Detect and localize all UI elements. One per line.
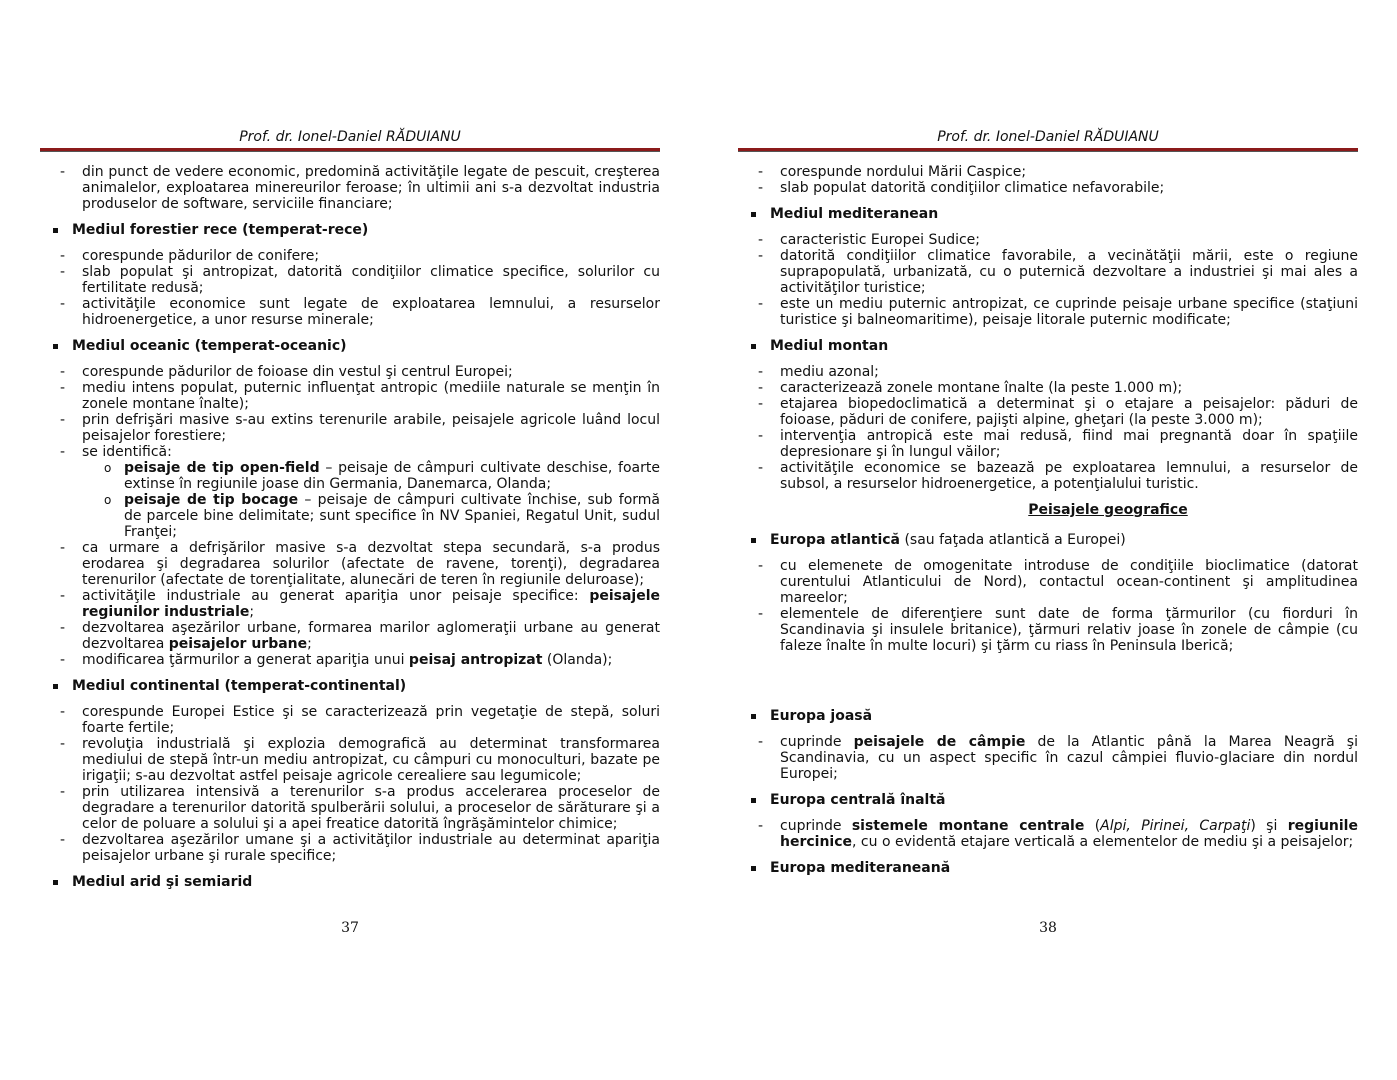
section-heading-mediteranean: Mediul mediteranean xyxy=(738,206,1358,222)
section-heading-atlantica xyxy=(738,532,1358,548)
bold-term: regiunile hercinice xyxy=(780,818,1358,850)
section-heading-arid: Mediul arid şi semiarid xyxy=(40,874,660,890)
continental-list xyxy=(40,704,660,864)
list-item: - elementele de diferenţiere sunt date de forma ţărmurilor (cu fiorduri în Scandinavia şi insulele britanice), ţărmuri relativ joase în zonele de câmpie (cu faleze înalte în multe locuri) şi ţărm cu riass în Peninsula Iberică; xyxy=(738,606,1358,654)
spacer xyxy=(738,654,1358,698)
oceanic-list xyxy=(40,364,660,668)
list-item: - ca urmare a defrişărilor masive s-a dezvoltat stepa secundară, s-a produs erodarea şi degradarea solurilor (afectate de ravene, torenţi), degradarea terenurilor (afectate de torenţialitate, alunecări de teren în regiunile deluroase); xyxy=(40,540,660,588)
list-item-end: ; xyxy=(307,636,312,652)
list-item-text: activităţile industriale au generat apariţia unor peisaje specifice: xyxy=(82,588,590,604)
intro-list xyxy=(40,164,660,212)
page-content xyxy=(40,164,660,900)
list-item: - caracteristic Europei Sudice; xyxy=(738,232,1358,248)
centrala-list xyxy=(738,818,1358,850)
joasa-list xyxy=(738,734,1358,782)
heading-bold: Europa atlantică xyxy=(770,532,900,548)
page-left xyxy=(40,0,660,1080)
bold-term: peisajelor urbane xyxy=(168,636,308,652)
paren-close: ) şi xyxy=(1250,818,1288,834)
list-item-text: cuprinde xyxy=(780,818,852,834)
section-heading-mediteraneana: Europa mediteraneană xyxy=(738,860,1358,876)
list-item: - prin utilizarea intensivă a terenurilor s-a produs accelerarea proceselor de degradare a terenurilor datorită spulberării solului, a proceselor de sărăturare şi a celor de poluare a solului şi a apei freatice datorită îngrăşămintelor chimice; xyxy=(40,784,660,832)
page-header-author: Prof. dr. Ionel-Daniel RĂDUIANU xyxy=(239,129,461,145)
list-item xyxy=(40,588,660,620)
heading-rest: (sau faţada atlantică a Europei) xyxy=(900,532,1126,548)
sub-item-text: – peisaje de câmpuri cultivate închise, sub formă de parcele bine delimitate; sunt specifice în NV Spaniei, Regatul Unit, sudul Franţei; xyxy=(124,492,660,540)
section-heading-forestier: Mediul forestier rece (temperat-rece) xyxy=(40,222,660,238)
list-item: - mediu intens populat, puternic influenţat antropic (mediile naturale se menţin în zonele montane înalte); xyxy=(40,380,660,412)
paren-open: ( xyxy=(1084,818,1101,834)
list-item xyxy=(738,734,1358,782)
list-item: - prin defrişări masive s-au extins terenurile arabile, peisajele agricole luând locul peisajelor forestiere; xyxy=(40,412,660,444)
list-item: - din punct de vedere economic, predomină activităţile legate de pescuit, creşterea animalelor, exploatarea minereurilor feroase; în ultimii ani s-a dezvoltat industria produselor de software, serviciile financiare; xyxy=(40,164,660,212)
list-item-text: dezvoltarea aşezărilor urbane, formarea marilor aglomeraţii urbane au generat dezvoltarea xyxy=(82,620,660,652)
page-number: 37 xyxy=(341,920,359,936)
list-item: - este un mediu puternic antropizat, ce cuprinde peisaje urbane specifice (staţiuni turistice şi balneomaritime), peisaje litorale puternic modificate; xyxy=(738,296,1358,328)
list-item: - corespunde pădurilor de conifere; xyxy=(40,248,660,264)
list-item: - slab populat şi antropizat, datorită condiţiilor climatice specifice, solurilor cu fertilitate redusă; xyxy=(40,264,660,296)
bold-term: peisajele de câmpie xyxy=(853,734,1026,750)
list-item: - datorită condiţiilor climatice favorabile, a vecinătăţii mării, este o regiune suprapopulată, urbanizată, cu o puternică dezvoltare a industriei şi mai ales a activităţilor turistice; xyxy=(738,248,1358,296)
sub-item-text: – peisaje de câmpuri cultivate deschise, foarte extinse în regiunile joase din Germania, Danemarca, Olanda; xyxy=(124,460,660,492)
section-heading-montan: Mediul montan xyxy=(738,338,1358,354)
atlantica-list xyxy=(738,558,1358,654)
sub-list xyxy=(82,460,660,540)
bold-term: peisajele regiunilor industriale xyxy=(82,588,660,620)
mediteranean-list xyxy=(738,232,1358,328)
list-item: - intervenţia antropică este mai redusă, fiind mai pregnantă doar în spaţiile depresionare şi în lungul văilor; xyxy=(738,428,1358,460)
bold-term: peisaje de tip bocage xyxy=(124,492,299,508)
section-heading-centrala: Europa centrală înaltă xyxy=(738,792,1358,808)
list-item xyxy=(40,444,660,540)
list-item-end: , cu o evidentă etajare verticală a elementelor de mediu şi a peisajelor; xyxy=(852,834,1354,850)
list-item: - activităţile economice sunt legate de exploatarea lemnului, a resurselor hidroenergetice, a unor resurse minerale; xyxy=(40,296,660,328)
list-item: - activităţile economice se bazează pe exploatarea lemnului, a resurselor de subsol, a resurselor hidroenergetice, a potenţialului turistic. xyxy=(738,460,1358,492)
list-item: - mediu azonal; xyxy=(738,364,1358,380)
page-right xyxy=(738,0,1358,1080)
list-item xyxy=(40,620,660,652)
section-heading-joasa: Europa joasă xyxy=(738,708,1358,724)
list-item xyxy=(40,652,660,668)
list-item xyxy=(738,818,1358,850)
page-content xyxy=(738,164,1358,886)
page-number: 38 xyxy=(1039,920,1057,936)
bold-term: peisaje de tip open-field xyxy=(124,460,320,476)
list-item: - corespunde pădurilor de foioase din vestul şi centrul Europei; xyxy=(40,364,660,380)
list-item: - etajarea biopedoclimatică a determinat şi o etajare a peisajelor: păduri de foioase, păduri de conifere, pajişti alpine, gheţari (la peste 3.000 m); xyxy=(738,396,1358,428)
list-item-end: ; xyxy=(249,604,255,620)
list-item: - corespunde nordului Mării Caspice; xyxy=(738,164,1358,180)
list-item: - corespunde Europei Estice şi se caracterizează prin vegetaţie de stepă, soluri foarte fertile; xyxy=(40,704,660,736)
list-item-text: modificarea ţărmurilor a generat apariţia unui xyxy=(82,652,409,668)
italic-term: Alpi, Pirinei, Carpaţi xyxy=(1100,818,1251,834)
list-item-end: (Olanda); xyxy=(542,652,613,668)
list-item: - revoluţia industrială şi explozia demografică au determinat transformarea mediului de stepă într-un mediu antropizat, cu câmpuri cu monoculturi, bazate pe irigaţii; s-au dezvoltat astfel peisaje agricole cerealiere sau legumicole; xyxy=(40,736,660,784)
list-item: - caracterizează zonele montane înalte (la peste 1.000 m); xyxy=(738,380,1358,396)
header-rule xyxy=(738,148,1358,152)
bold-term: sistemele montane centrale xyxy=(851,818,1085,834)
section-heading-oceanic: Mediul oceanic (temperat-oceanic) xyxy=(40,338,660,354)
intro-list xyxy=(738,164,1358,196)
list-item-text: cuprinde xyxy=(780,734,854,750)
list-item-text: se identifică: xyxy=(82,444,172,460)
forestier-list xyxy=(40,248,660,328)
list-item-end: de la Atlantic până la Marea Neagră şi Scandinavia, cu un aspect specific în cazul câmpiei fluvio-glaciare din nordul Europei; xyxy=(780,734,1358,782)
page-header-author: Prof. dr. Ionel-Daniel RĂDUIANU xyxy=(937,129,1159,145)
list-item: - dezvoltarea aşezărilor umane şi a activităţilor industriale au determinat apariţia peisajelor urbane şi rurale specifice; xyxy=(40,832,660,864)
sub-item-open-field xyxy=(82,460,660,492)
section-title-peisaje: Peisajele geografice xyxy=(1028,502,1188,518)
bold-term: peisaj antropizat xyxy=(408,652,543,668)
montan-list xyxy=(738,364,1358,492)
header-rule xyxy=(40,148,660,152)
sub-item-bocage xyxy=(82,492,660,540)
section-heading-continental: Mediul continental (temperat-continental) xyxy=(40,678,660,694)
list-item: - cu elemenete de omogenitate introduse de condiţiile bioclimatice (datorat curentului Atlanticului de Nord), contactul ocean-continent şi amplitudinea mareelor; xyxy=(738,558,1358,606)
list-item: - slab populat datorită condiţiilor climatice nefavorabile; xyxy=(738,180,1358,196)
